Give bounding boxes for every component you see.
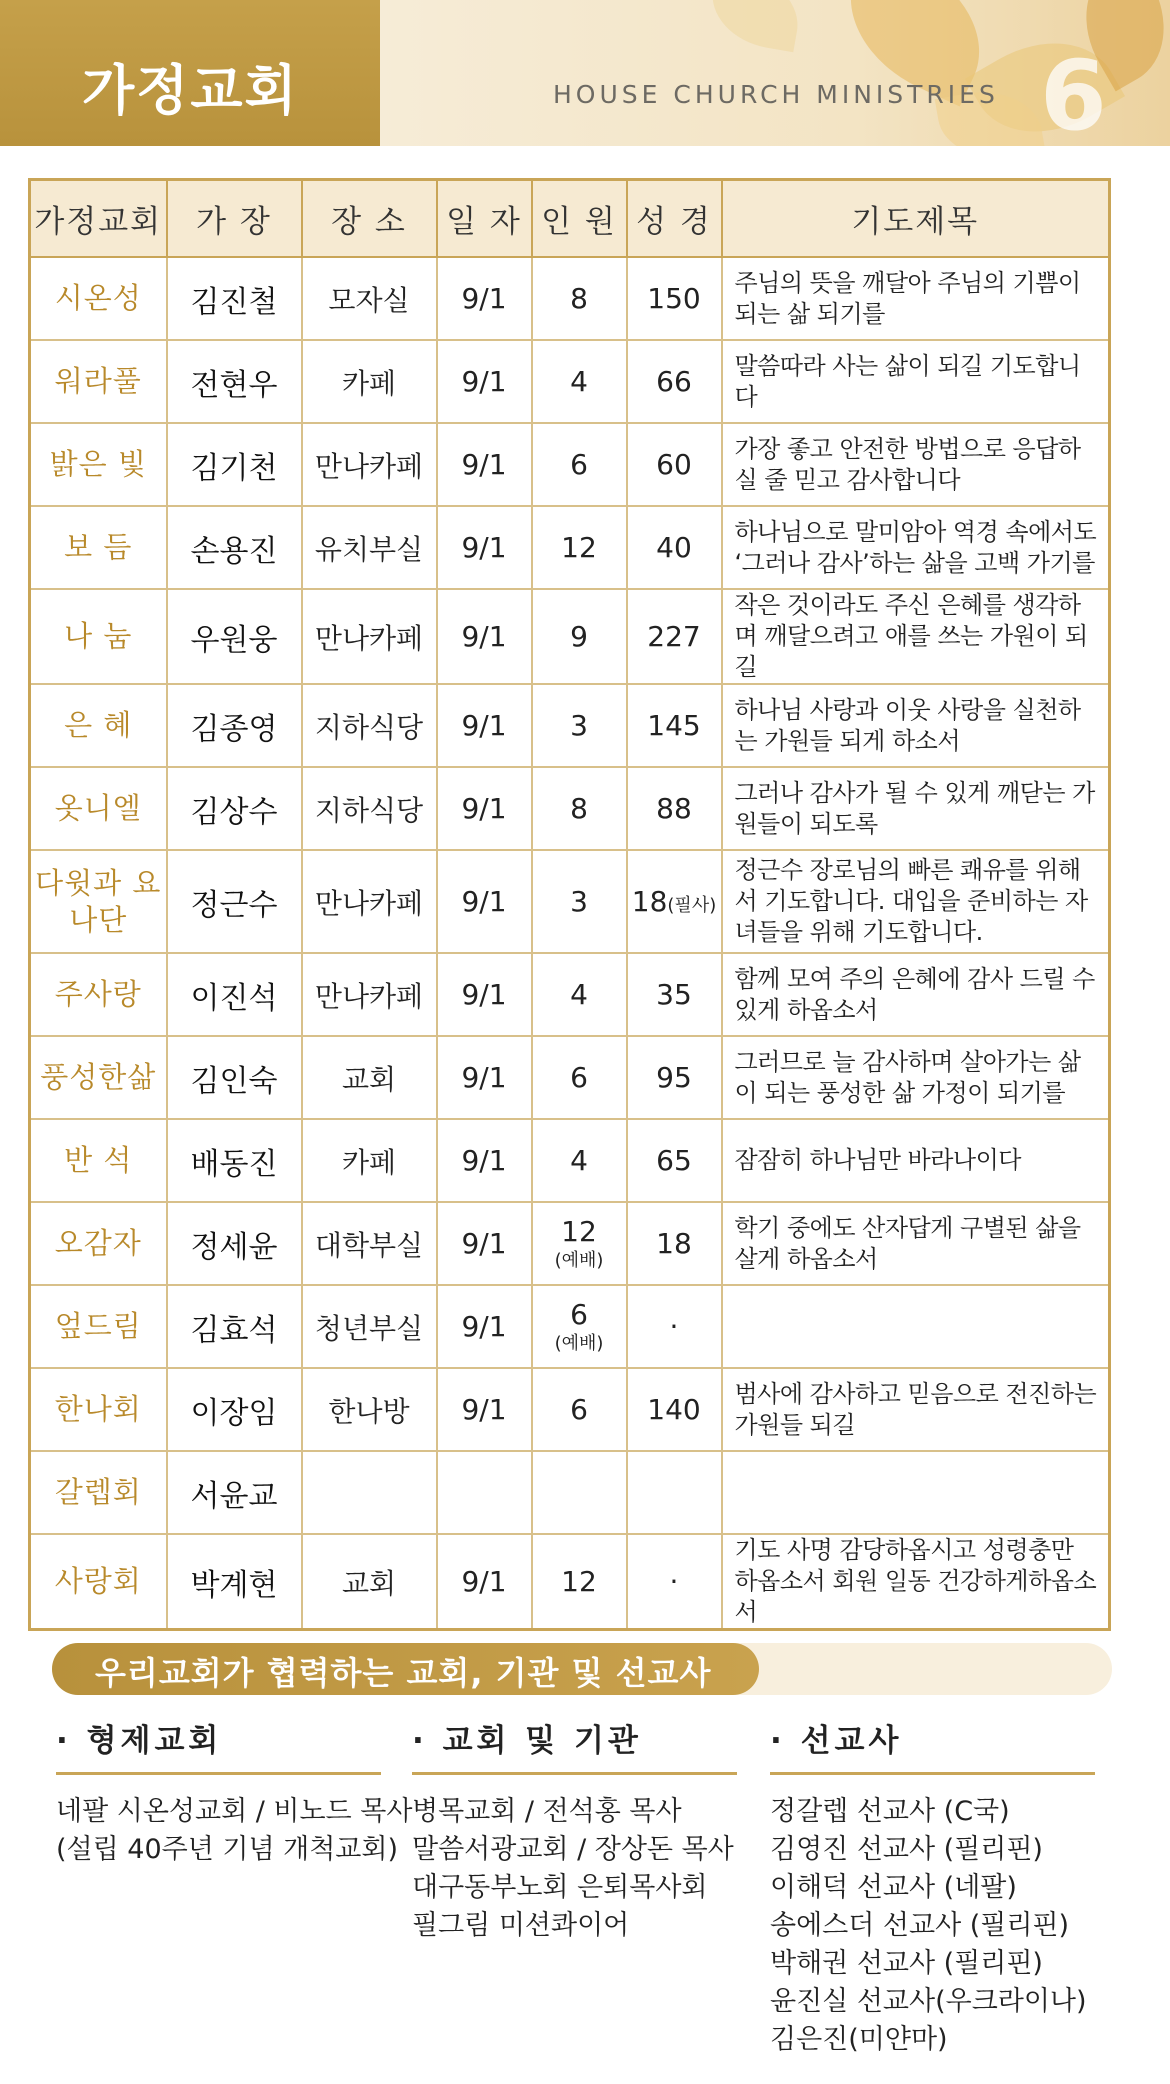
place: 교회 <box>302 1036 437 1119</box>
cooperation-title: 우리교회가 협력하는 교회, 기관 및 선교사 <box>95 1654 712 1692</box>
date: 9/1 <box>437 340 532 423</box>
group-name: 한나회 <box>30 1368 167 1451</box>
leader-name: 우원웅 <box>167 589 302 684</box>
people-count: 6 <box>532 423 627 506</box>
people-count: 6 <box>532 1368 627 1451</box>
leader-name: 김인숙 <box>167 1036 302 1119</box>
bible-count: · <box>627 1534 722 1630</box>
people-count: 9 <box>532 589 627 684</box>
people-count: 3 <box>532 684 627 767</box>
table-row <box>30 1534 1110 1630</box>
bible-count: 66 <box>627 340 722 423</box>
prayer-topic: 잠잠히 하나님만 바라나이다 <box>722 1119 1110 1202</box>
place: 교회 <box>302 1534 437 1630</box>
column-header: 일 자 <box>437 180 532 258</box>
leader-name: 김기천 <box>167 423 302 506</box>
section-heading: · 교회 및 기관 <box>412 1715 737 1775</box>
list-item: 박해권 선교사 (필리핀) <box>770 1948 1043 1979</box>
table-row <box>30 1451 1110 1534</box>
list-item: 말씀서광교회 / 장상돈 목사 <box>412 1834 734 1865</box>
place <box>302 1451 437 1534</box>
people-note: (예배) <box>554 1250 604 1271</box>
group-name: 반 석 <box>30 1119 167 1202</box>
bible-count: 95 <box>627 1036 722 1119</box>
table-row <box>30 506 1110 589</box>
group-name: 갈렙회 <box>30 1451 167 1534</box>
table-row <box>30 1119 1110 1202</box>
place: 한나방 <box>302 1368 437 1451</box>
place: 만나카페 <box>302 423 437 506</box>
date: 9/1 <box>437 767 532 850</box>
missionaries-section <box>770 1715 1095 2059</box>
date: 9/1 <box>437 506 532 589</box>
leader-name: 손용진 <box>167 506 302 589</box>
bible-count: · <box>627 1285 722 1368</box>
table-row <box>30 850 1110 953</box>
date <box>437 1451 532 1534</box>
leader-name: 박계현 <box>167 1534 302 1630</box>
leader-name: 정세윤 <box>167 1202 302 1285</box>
leader-name: 서윤교 <box>167 1451 302 1534</box>
place: 만나카페 <box>302 589 437 684</box>
bible-count: 40 <box>627 506 722 589</box>
table-row <box>30 1036 1110 1119</box>
date: 9/1 <box>437 1119 532 1202</box>
group-name: 나 눔 <box>30 589 167 684</box>
bible-count: 227 <box>627 589 722 684</box>
group-name: 워라풀 <box>30 340 167 423</box>
prayer-topic: 함께 모여 주의 은혜에 감사 드릴 수 있게 하옵소서 <box>722 953 1110 1036</box>
section-heading: · 형제교회 <box>56 1715 381 1775</box>
date: 9/1 <box>437 953 532 1036</box>
place: 만나카페 <box>302 850 437 953</box>
prayer-topic: 작은 것이라도 주신 은혜를 생각하며 깨달으려고 애를 쓰는 가원이 되길 <box>722 589 1110 684</box>
page-header <box>0 0 1170 152</box>
place: 대학부실 <box>302 1202 437 1285</box>
list-item: 대구동부노회 은퇴목사회 <box>412 1872 708 1903</box>
prayer-topic: 가장 좋고 안전한 방법으로 응답하실 줄 믿고 감사합니다 <box>722 423 1110 506</box>
prayer-topic: 말씀따라 사는 삶이 되길 기도합니다 <box>722 340 1110 423</box>
bible-count: 60 <box>627 423 722 506</box>
prayer-topic: 학기 중에도 산자답게 구별된 삶을 살게 하옵소서 <box>722 1202 1110 1285</box>
list-item: 김은진(미얀마) <box>770 2024 948 2055</box>
group-name: 오감자 <box>30 1202 167 1285</box>
column-header: 인 원 <box>532 180 627 258</box>
table-row <box>30 257 1110 340</box>
bible-count: 18 <box>631 885 668 918</box>
table-row <box>30 684 1110 767</box>
group-name: 보 듬 <box>30 506 167 589</box>
date: 9/1 <box>437 684 532 767</box>
sister-churches-list <box>56 1793 413 1869</box>
group-name: 은 혜 <box>30 684 167 767</box>
section-heading: · 선교사 <box>770 1715 1095 1775</box>
leader-name: 김진철 <box>167 257 302 340</box>
bible-note: (필사) <box>667 895 717 916</box>
table-header-row <box>30 180 1110 258</box>
leader-name: 전현우 <box>167 340 302 423</box>
people-count: 3 <box>532 850 627 953</box>
people-count-cell <box>532 1202 627 1285</box>
date: 9/1 <box>437 1036 532 1119</box>
date: 9/1 <box>437 257 532 340</box>
table-row <box>30 1368 1110 1451</box>
leader-name: 정근수 <box>167 850 302 953</box>
bible-count <box>627 1451 722 1534</box>
page-subtitle: HOUSE CHURCH MINISTRIES <box>553 80 999 109</box>
place: 카페 <box>302 1119 437 1202</box>
date: 9/1 <box>437 1202 532 1285</box>
list-item: 정갈렙 선교사 (C국) <box>770 1796 1010 1827</box>
list-item: 이해덕 선교사 (네팔) <box>770 1872 1017 1903</box>
place: 카페 <box>302 340 437 423</box>
leader-name: 김효석 <box>167 1285 302 1368</box>
date: 9/1 <box>437 1285 532 1368</box>
people-count: 4 <box>532 1119 627 1202</box>
house-church-table <box>28 178 1111 1631</box>
sister-churches-section <box>56 1715 413 1869</box>
leader-name: 김종영 <box>167 684 302 767</box>
people-count: 6 <box>570 1298 588 1331</box>
group-name: 풍성한삶 <box>30 1036 167 1119</box>
leader-name: 이진석 <box>167 953 302 1036</box>
date: 9/1 <box>437 423 532 506</box>
bible-count: 65 <box>627 1119 722 1202</box>
people-count: 8 <box>532 767 627 850</box>
date: 9/1 <box>437 1368 532 1451</box>
bible-count-cell <box>627 850 722 953</box>
prayer-topic: 그러나 감사가 될 수 있게 깨닫는 가원들이 되도록 <box>722 767 1110 850</box>
list-item: 윤진실 선교사(우크라이나) <box>770 1986 1087 2017</box>
list-item: 필그림 미션콰이어 <box>412 1910 630 1941</box>
prayer-topic: 정근수 장로님의 빠른 쾌유를 위해서 기도합니다. 대입을 준비하는 자녀들을 위해 기도합니다. <box>722 850 1110 953</box>
leader-name: 이장임 <box>167 1368 302 1451</box>
bible-count: 18 <box>627 1202 722 1285</box>
people-count: 12 <box>561 1215 597 1248</box>
people-count: 12 <box>532 506 627 589</box>
people-count: 8 <box>532 257 627 340</box>
people-count-cell <box>532 1285 627 1368</box>
people-note: (예배) <box>554 1333 604 1354</box>
column-header: 성 경 <box>627 180 722 258</box>
people-count <box>532 1451 627 1534</box>
place: 모자실 <box>302 257 437 340</box>
group-name: 사랑회 <box>30 1534 167 1630</box>
group-name: 엎드림 <box>30 1285 167 1368</box>
prayer-topic <box>722 1451 1110 1534</box>
list-item: 송에스더 선교사 (필리핀) <box>770 1910 1070 1941</box>
place: 만나카페 <box>302 953 437 1036</box>
people-count: 6 <box>532 1036 627 1119</box>
group-name: 다윗과 요나단 <box>30 850 167 953</box>
table-row <box>30 1202 1110 1285</box>
page-number: 6 <box>1040 40 1107 152</box>
list-item: 네팔 시온성교회 / 비노드 목사 <box>56 1796 413 1827</box>
list-item: (설립 40주년 기념 개척교회) <box>56 1834 398 1865</box>
prayer-topic: 그러므로 늘 감사하며 살아가는 삶이 되는 풍성한 삶 가정이 되기를 <box>722 1036 1110 1119</box>
people-count: 4 <box>532 340 627 423</box>
churches-institutions-list <box>412 1793 737 1945</box>
column-header: 가정교회 <box>30 180 167 258</box>
table-row <box>30 1285 1110 1368</box>
place: 지하식당 <box>302 684 437 767</box>
group-name: 주사랑 <box>30 953 167 1036</box>
place: 지하식당 <box>302 767 437 850</box>
group-name: 밝은 빛 <box>30 423 167 506</box>
column-header: 가 장 <box>167 180 302 258</box>
title-block <box>0 0 380 146</box>
prayer-topic: 하나님 사랑과 이웃 사랑을 실천하는 가원들 되게 하소서 <box>722 684 1110 767</box>
date: 9/1 <box>437 1534 532 1630</box>
table-row <box>30 953 1110 1036</box>
leaf-decoration <box>705 0 806 52</box>
group-name: 옷니엘 <box>30 767 167 850</box>
bible-count: 88 <box>627 767 722 850</box>
leader-name: 김상수 <box>167 767 302 850</box>
table-row <box>30 589 1110 684</box>
bible-count: 140 <box>627 1368 722 1451</box>
column-header: 기도제목 <box>722 180 1110 258</box>
bible-count: 35 <box>627 953 722 1036</box>
bible-count: 145 <box>627 684 722 767</box>
prayer-topic: 하나님으로 말미암아 역경 속에서도 ‘그러나 감사’하는 삶을 고백 가기를 <box>722 506 1110 589</box>
date: 9/1 <box>437 589 532 684</box>
missionaries-list <box>770 1793 1095 2059</box>
prayer-topic: 범사에 감사하고 믿음으로 전진하는 가원들 되길 <box>722 1368 1110 1451</box>
list-item: 병목교회 / 전석홍 목사 <box>412 1796 682 1827</box>
people-count: 12 <box>532 1534 627 1630</box>
table-row <box>30 340 1110 423</box>
prayer-topic: 기도 사명 감당하옵시고 성령충만 하옵소서 회원 일동 건강하게하옵소서 <box>722 1534 1110 1630</box>
prayer-topic <box>722 1285 1110 1368</box>
table-row <box>30 767 1110 850</box>
page-title: 가정교회 <box>82 59 299 122</box>
table-row <box>30 423 1110 506</box>
prayer-topic: 주님의 뜻을 깨달아 주님의 기쁨이 되는 삶 되기를 <box>722 257 1110 340</box>
date: 9/1 <box>437 850 532 953</box>
people-count: 4 <box>532 953 627 1036</box>
place: 청년부실 <box>302 1285 437 1368</box>
column-header: 장 소 <box>302 180 437 258</box>
bible-count: 150 <box>627 257 722 340</box>
leader-name: 배동진 <box>167 1119 302 1202</box>
group-name: 시온성 <box>30 257 167 340</box>
churches-institutions-section <box>412 1715 737 1945</box>
list-item: 김영진 선교사 (필리핀) <box>770 1834 1043 1865</box>
place: 유치부실 <box>302 506 437 589</box>
